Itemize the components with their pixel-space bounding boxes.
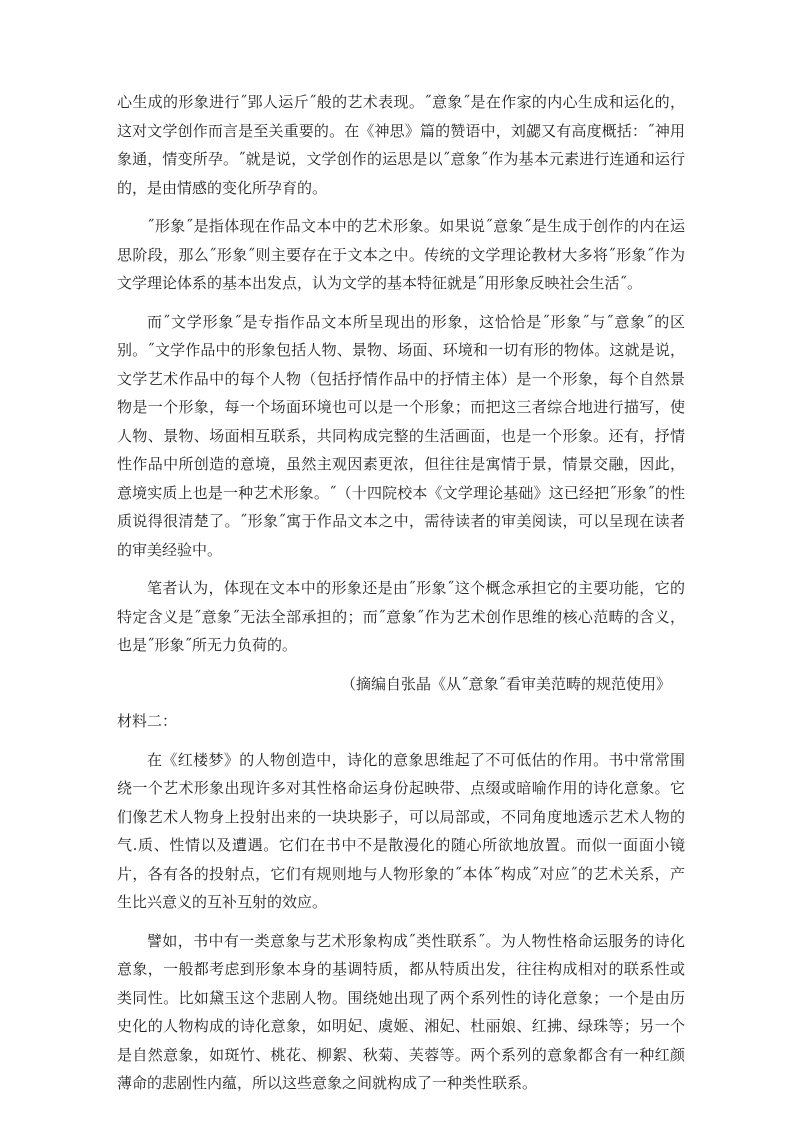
paragraph-2: ˝形象˝是指体现在作品文本中的艺术形象。如果说˝意象˝是生成于创作的内在运思阶段，那么˝形象˝则主要存在于文本之中。传统的文学理论教材大多将˝形象˝作为文学理论体系的基本出发点，认为文学的基本特征就是˝用形象反映社会生活˝。 (117, 217, 685, 292)
paragraph-6: 譬如，书中有一类意象与艺术形象构成˝类性联系˝。为人物性格命运服务的诗化意象，一般都考虑到形象本身的基调特质，都从特质出发，往往构成相对的联系性或类同性。比如黛玉这个悲剧人物。围绕她出现了两个系列性的诗化意象；一个是由历 史化的人物构成的诗化意象，如明妃、虞姬、湘妃、杜丽娘、红拂、绿珠等；另一个是自然意象，如斑竹、桃花、柳絮、秋菊、芙蓉等。两个系列的意象都含有一种红颜薄命的悲剧性内蕴，所以这些意象之间就构成了一种类性联系。 (117, 931, 685, 1092)
paragraph-1: 心生成的形象进行˝郢人运斤˝般的艺术表现。˝意象˝是在作家的内心生成和运化的，这对文学创作而言是至关重要的。在《神思》篇的赞语中，刘勰又有高度概括：˝神用象通，情变所孕。˝就是说，文学创作的运思是以˝意象˝作为基本元素进行连通和运行的，是由情感的变化所孕育的。 (117, 93, 685, 197)
paragraph-5: 在《红楼梦》的人物创造中，诗化的意象思维起了不可低估的作用。书中常常围绕一个艺术形象出现许多对其性格命运身份起映带、点缀或暗喻作用的诗化意象。它们像艺术人物身上投射出来的一块块影子，可以局部或，不同角度地透示艺术人物的气.质、性情以及遭遇。它们在书中不是散漫化的随心所欲地放置。而似一面面小镜片，各有各的投射点，它们有规则地与人物形象的˝本体˝构成˝对应˝的艺术关系，产生比兴意义的互补互射的效应。 (117, 750, 685, 911)
paragraph-3: 而˝文学形象˝是专指作品文本所呈现出的形象，这恰恰是˝形象˝与˝意象˝的区别。˝文学作品中的形象包括人物、景物、场面、环境和一切有形的物体。这就是说，文学艺术作品中的每个人物（包括抒情作品中的抒情主体）是一个形象，每个自然景物是一个形象，每一个场面环境也可以是一个形象；而把这三者综合地进行描写，使人物、景物、场面相互联系，共同构成完整的生活画面，也是一个形象。还有，抒情性作品中所创造的意境，虽然主观因素更浓，但往往是寓情于景，情景交融，因此，意境实质上也是一种艺术形象。˝（十四院校本《文学理论基础》这已经把˝形象˝的性质说得很清楚了。˝形象˝寓于作品文本之中，需待读者的审美阅读，可以呈现在读者的审美经验中。 (117, 312, 685, 559)
source-citation: （摘编自张晶《从˝意象˝看审美范畴的规范使用》 (340, 674, 671, 693)
paragraph-4: 笔者认为，体现在文本中的形象还是由˝形象˝这个概念承担它的主要功能，它的特定含义是˝意象˝无法全部承担的；而˝意象˝作为艺术创作思维的核心范畴的含义，也是˝形象˝所无力负荷的。 (117, 579, 685, 654)
document-page (117, 88, 685, 1098)
section-heading: 材料二： (117, 712, 178, 730)
